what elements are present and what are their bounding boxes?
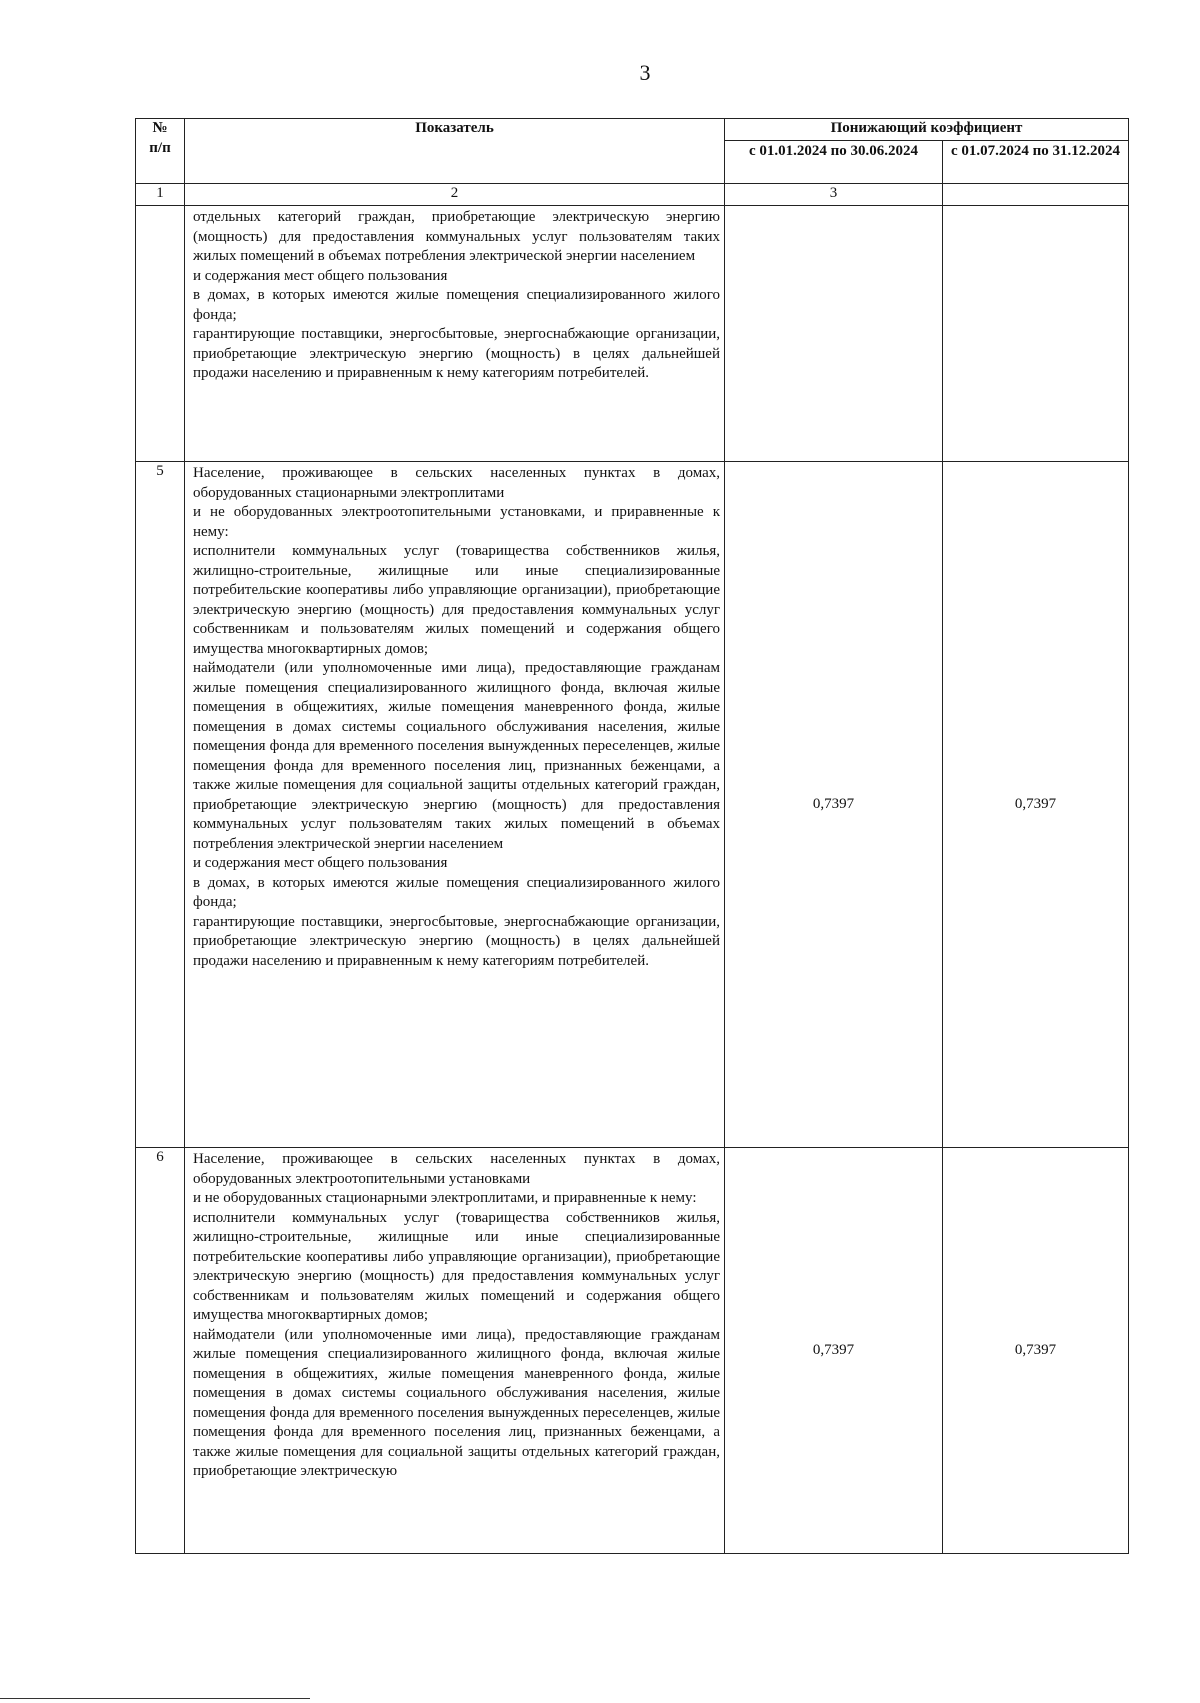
page-number: 3	[639, 60, 651, 85]
indicator-paragraph: исполнители коммунальных услуг (товарищества собственников жилья, жилищно-строительные, жилищные или иные специализированные потребительские кооперативы либо управляющие организации), приобретающие электрическую энергию (мощность) для предоставления коммунальных услуг собственникам и пользователям жилых помещений и содержания общего имущества многоквартирных домов;	[193, 1209, 720, 1323]
header-period-1: с 01.01.2024 по 30.06.2024	[725, 141, 943, 184]
indicator-paragraph: и содержания мест общего пользования	[193, 855, 448, 871]
footer-rule	[0, 1698, 310, 1699]
coefficient-period-1	[725, 206, 943, 462]
indicator-paragraph: и содержания мест общего пользования	[193, 267, 448, 284]
indicator-paragraph: и не оборудованных стационарными электроплитами, и приравненные к нему:	[193, 1190, 697, 1206]
table-row	[136, 206, 1129, 462]
indicator-paragraph: и не оборудованных электроотопительными установками, и приравненные к нему:	[193, 504, 720, 540]
column-numbers-row	[136, 184, 1129, 206]
indicator-paragraph: в домах, в которых имеются жилые помещения специализированного жилого фонда;	[193, 874, 720, 910]
coefficient-period-2: 0,7397	[943, 462, 1129, 1148]
column-number	[943, 184, 1129, 206]
header-coefficient: Понижающий коэффициент	[725, 119, 1129, 141]
indicator-text	[185, 1148, 725, 1554]
header-indicator: Показатель	[185, 119, 725, 184]
indicator-paragraph: наймодатели (или уполномоченные ими лица), предоставляющие гражданам жилые помещения специализированного жилищного фонда, включая жилые помещения в общежитиях, жилые помещения маневренного фонда, жилые помещения в домах системы социального обслуживания населения, жилые помещения фонда для временного поселения вынужденных переселенцев, жилые помещения фонда для временного поселения лиц, признанных беженцами, а также жилые помещения для социальной защиты отдельных категорий граждан, приобретающие электрическую	[193, 1326, 720, 1479]
row-number	[136, 206, 185, 462]
indicator-text	[185, 462, 725, 1148]
header-period-2: с 01.07.2024 по 31.12.2024	[943, 141, 1129, 184]
header-num-label-2: п/п	[149, 139, 171, 156]
coefficient-period-2	[943, 206, 1129, 462]
indicator-paragraph: в домах, в которых имеются жилые помещения специализированного жилого фонда;	[193, 287, 720, 323]
column-number: 2	[185, 184, 725, 206]
indicator-paragraph: Население, проживающее в сельских населенных пунктах в домах, оборудованных электроотопительными установками	[193, 1151, 720, 1187]
coefficient-period-1: 0,7397	[725, 1148, 943, 1554]
table-row	[136, 1148, 1129, 1554]
indicator-paragraph: Население, проживающее в сельских населенных пунктах в домах, оборудованных стационарными электроплитами	[193, 465, 720, 501]
header-num	[136, 119, 185, 184]
coefficient-period-1: 0,7397	[725, 462, 943, 1148]
coefficient-period-2: 0,7397	[943, 1148, 1129, 1554]
table-row	[136, 462, 1129, 1148]
column-number: 3	[725, 184, 943, 206]
indicator-paragraph: исполнители коммунальных услуг (товарищества собственников жилья, жилищно-строительные, жилищные или иные специализированные потребительские кооперативы либо управляющие организации), приобретающие электрическую энергию (мощность) для предоставления коммунальных услуг собственникам и пользователям жилых помещений и содержания общего имущества многоквартирных домов;	[193, 543, 720, 657]
indicator-paragraph: наймодатели (или уполномоченные ими лица), предоставляющие гражданам жилые помещения специализированного жилищного фонда, включая жилые помещения в общежитиях, жилые помещения маневренного фонда, жилые помещения в домах системы социального обслуживания населения, жилые помещения фонда для временного поселения вынужденных переселенцев, жилые помещения фонда для временного поселения лиц, признанных беженцами, а также жилые помещения для социальной защиты отдельных категорий граждан, приобретающие электрическую энергию (мощность) для предоставления коммунальных услуг пользователям таких жилых помещений в объемах потребления электрической энергии населением	[193, 660, 720, 852]
indicator-paragraph: гарантирующие поставщики, энергосбытовые, энергоснабжающие организации, приобретающие электрическую энергию (мощность) в целях дальнейшей продажи населению и приравненным к нему категориям потребителей.	[193, 913, 720, 969]
coefficient-table	[135, 118, 1129, 1554]
column-number: 1	[136, 184, 185, 206]
row-number: 6	[136, 1148, 185, 1554]
indicator-text	[185, 206, 725, 462]
indicator-paragraph: гарантирующие поставщики, энергосбытовые, энергоснабжающие организации, приобретающие электрическую энергию (мощность) в целях дальнейшей продажи населению и приравненным к нему категориям потребителей.	[193, 326, 720, 381]
header-num-label-1: №	[152, 120, 168, 136]
indicator-paragraph: отдельных категорий граждан, приобретающие электрическую энергию (мощность) для предоставления коммунальных услуг пользователям таких жилых помещений в объемах потребления электрической энергии населением	[193, 209, 720, 264]
row-number: 5	[136, 462, 185, 1148]
